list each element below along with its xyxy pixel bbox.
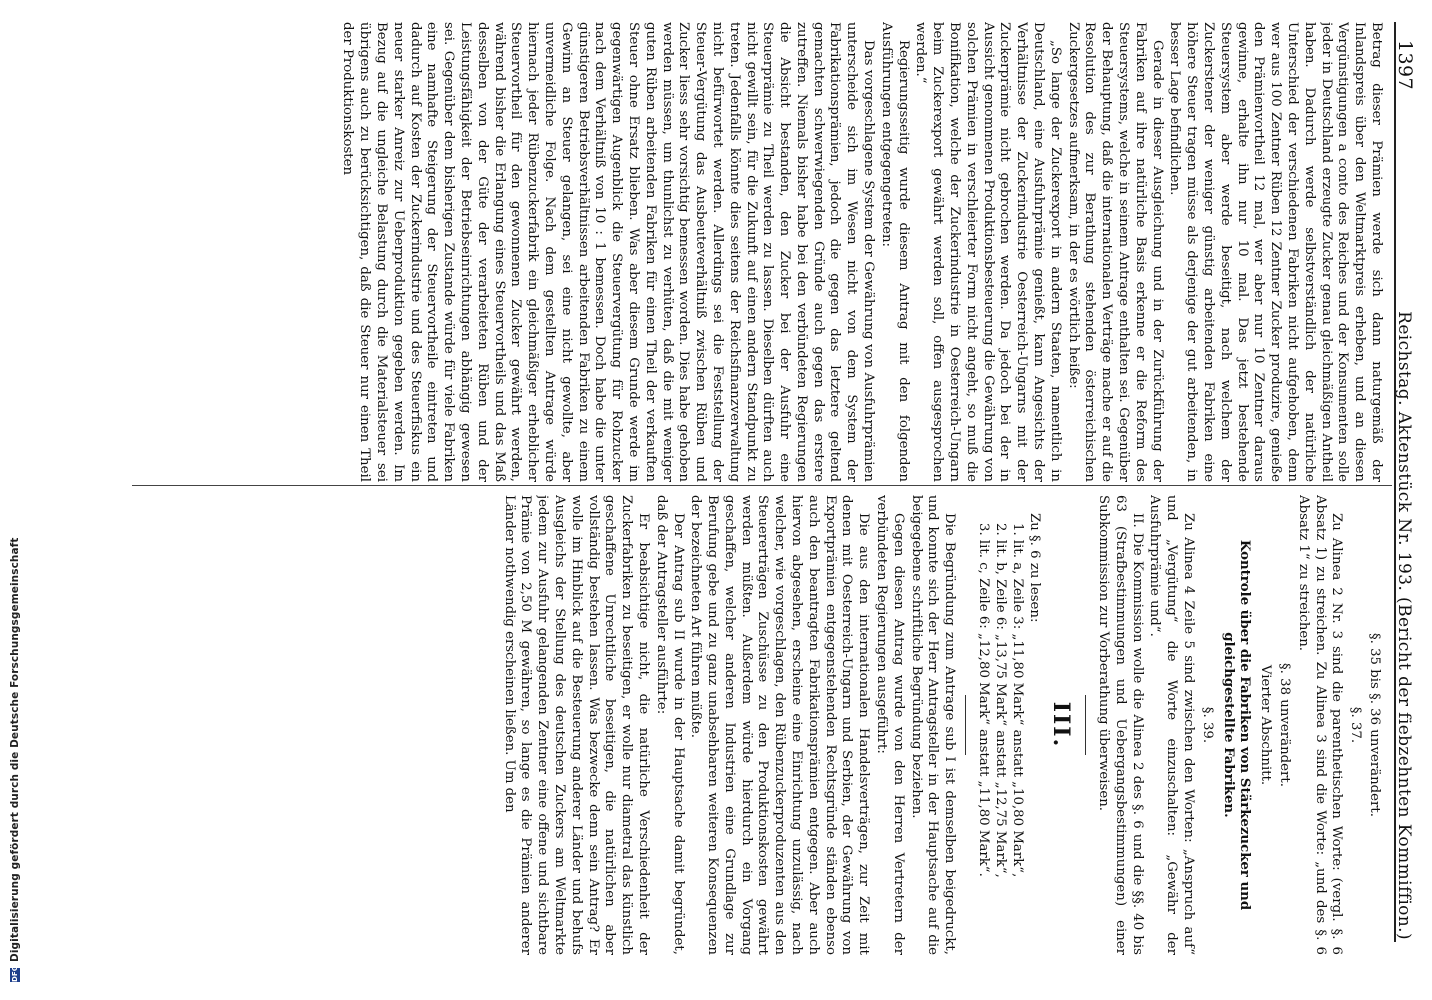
paragraph: Er beabsichtige nicht, die natürliche Verschiedenheit der Zuckerfabriken zu beseitigen, er wolle nur diametral das künstlich geschaffene Unrechtliche beseitigen, die natürlichen aber vollständig bestehen lassen. Was bezwecke denn sein Antrag? Er wolle im Hinblick auf die Besteuerung anderer Länder und behufs Ausgleichs der Stellung des deutschen Zuckers am Weltmarkte jedem zur Ausfuhr gelangenden Zentner eine offene und sichtbare Prämie von 2,50 M gewähren, so lange es die Prämien anderer Länder nothwendig erscheinen ließen. Um den bbox=[501, 495, 651, 955]
section-line: §. 35 bis §. 36 unverändert. bbox=[1367, 633, 1382, 817]
quote-paragraph: „So lange der Zuckerexport in andern Staaten, namentlich in Deutschland, eine Ausfuhrprämie genießt, kann Angesichts der Verhältnisse der Zuckerindustrie Oesterreich-Ungarns mit der Zuckerprämie nicht gebrochen werden. Da jedoch bei der in Aussicht genommenen Produktionsbesteuerung die Gewährung von solchen Prämien in verschleierter Form nicht angeht, so muß die Bonifikation, welche der Zuckerindustrie in Oesterreich-Ungarn beim Zuckerexport gewährt werden soll, offen ausgesprochen werden.“ bbox=[913, 22, 1063, 482]
left-column bbox=[134, 22, 1384, 482]
list-item: 1. lit. a, Zeile 3: „11,80 Mark“ anstatt „10,80 Mark“, bbox=[1009, 523, 1025, 878]
page-number: 1397 bbox=[1394, 40, 1416, 90]
section-number: §. 37. bbox=[1348, 706, 1364, 744]
right-column bbox=[134, 495, 1384, 955]
paragraph: Gegen diesen Antrag wurde von den Herren Vertretern der verbündeten Regierungen ausgeführt: bbox=[874, 495, 906, 955]
rotated-page bbox=[112, 0, 1432, 1000]
paragraph: Gerade in dieser Ausgleichung und in der Zurückführung der Fabriken auf ihre natürliche Basis erkenne er die Reform des Steuersystems, welche in seinem Antrage enthalten sei. Gegenüber der Behauptung, daß die internationalen Verträge mache er auf die Resolution des zur Berathung stehenden österreichischen Zuckergesetzes aufmerksam, in der es wörtlich heiße: bbox=[1065, 22, 1165, 482]
section-title: Vierter Abschnitt. bbox=[1258, 664, 1274, 786]
running-title: Reichstag. Aktenstück Nr. 193. (Bericht der fiebzehnten Kommiffion.) bbox=[1394, 311, 1414, 940]
paragraph: II. Die Kommission wolle die Alinea 2 des §. 6 und die §§. 40 bis 63 (Strafbestimmungen und Uebergangsbestimmungen) einer Subkommission zur Vorberathung überweisen. bbox=[1096, 495, 1145, 955]
section-number: §. 39. bbox=[1199, 706, 1215, 744]
digitization-notice bbox=[5, 12, 25, 982]
roman-heading: III. bbox=[1048, 701, 1075, 749]
column-divider bbox=[132, 485, 1392, 486]
paragraph: Zu Alinea 4 Zeile 5 sind zwischen den Worten: „Anspruch auf“ und „Vergütung“ die Worte einzuschalten: „Gewähr der Ausfuhrprämie und“. bbox=[1147, 495, 1197, 955]
list-item: 2. lit. b, Zeile 6: „13,75 Mark“ anstatt „12,75 Mark“, bbox=[992, 523, 1008, 878]
paragraph: Regierungsseitig wurde diesem Antrag mit den folgenden Ausführungen entgegengetreten: bbox=[878, 22, 911, 482]
digitization-notice-text: Digitalisierung gefördert durch die Deutsche Forschungsgemeinschaft bbox=[9, 537, 21, 962]
digitization-strip bbox=[0, 0, 24, 1000]
section-heading: Kontrole über die Fabriken von Stärkezucker und gleichgestellte Fabriken. bbox=[1220, 539, 1253, 911]
paragraph: Zu Alinea 2 Nr. 3 sind die parenthetischen Worte: (vergl. §. 6 Absatz 1) zu streichen. Zu Alinea 3 sind die Worte: „und des §. 6 Absatz 1“ zu streichen. bbox=[1295, 495, 1345, 955]
short-rule bbox=[1085, 695, 1086, 755]
paragraph: Der Antrag sub II wurde in der Hauptsache damit begründet, daß der Antragsteller ausführte: bbox=[653, 495, 686, 955]
section-line: §. 38 unverändert. bbox=[1277, 663, 1293, 787]
page-header bbox=[1394, 40, 1432, 940]
paragraph: Das vorgeschlagene System der Gewährung von Ausfuhrprämien unterscheide sich im Wesen nicht von dem System der Fabrikationsprämien, jedoch die gegen das letztere geltend gemachten schwerwiegenden Gründe auch gegen das erstere zutreffen. Niemals bisher habe bei den verbündeten Regierungen die Absicht bestanden, den Zucker bei der Ausfuhr eine Steuerprämie zu Theil werden zu lassen. Dieselben dürften auch nicht gewillt sein, für die Zukunft auf einen andern Standpunkt zu treten. Jedenfalls könnte dies seitens der Reichsfinanzverwaltung nicht befürwortet werden. Allerdings sei die Feststellung der Steuer-Vergütung das Ausbeuteverhältniß zwischen Rüben und Zucker liess sehr vorsichtig bemessen worden. Dies habe gehoben werden müssen, um thunlichst zu verhüten, daß die mit weniger guten Rüben arbeitenden Fabriken für einen Theil der verkauften Steuer ohne Ersatz blieben. Was aber diesem Grunde werde im gegenwärtigen Augenblick die Steuervergütung für Rohzucker nach dem Verhältniß von 10 : 1 bemessen. Doch habe die unter günstigeren Betriebsverhältnissen arbeitenden Fabriken zu einem Gewinn an Steuer gelangen, sei eine nicht gewollte, aber unvermeidliche Folge. Nach dem gestellten Antrage würde hiernach jeder Rübenzuckerfabrik ein gleichmäßiger erheblicher Steuervortheil für den gewonnenen Zucker gewährt werden, während bisher die Erlangung eines Steuervortheils und das Maß desselben von der Güte der verarbeiteten Rüben und der Leistungsfähigkeit der Betriebseinrichtungen abhängig gewesen sei. Gegenüber dem bisherigen Zustande würde für viele Fabriken eine namhafte Steigerung der Steuervortheile eintreten und dadurch auf Kosten der Zuckerindustrie und des Steuerfiskus ein neuer starker Anreiz zur Ueberproduktion gegeben werden. Im Bezug auf die ungleiche Belastung durch die Materialsteuer sei übrigens auch zu berücksichtigen, daß die Steuer nur einen Theil der Produktionskosten bbox=[340, 22, 877, 482]
paragraph: Zu §. 6 zu lesen: bbox=[1027, 513, 1043, 623]
header-rule bbox=[1394, 22, 1396, 942]
paragraph: Die Begründung zum Antrage sub I ist demselben beigedruckt, und konnte sich der Herr Antragsteller in der Hauptsache auf die beigegebene schriftliche Begründung beziehen. bbox=[908, 495, 958, 955]
short-rule bbox=[965, 695, 966, 755]
dfg-logo: DFG bbox=[11, 965, 19, 982]
list-item: 3. lit. c, Zeile 6: „12,80 Mark“ anstatt „11,80 Mark“. bbox=[976, 523, 992, 877]
paragraph: Betrag dieser Prämien werde sich dann naturgemäß der Inlandspreis über den Weltmarktpreis erheben, und an diesen Vergünstigungen a conto des Reiches und der Konsumenten solle jeder in Deutschland erzeugte Zucker genau gleichmäßigen Antheil haben. Dadurch werde selbstverständlich der natürliche Unterschied der verschiedenen Fabriken nicht aufgehoben, denn wer aus 100 Zentner Rüben 12 Zentner Zucker produzire, genieße den Prämienvortheil 12 mal, wer aber nur 10 Zentner daraus gewinne, erhalte ihn nur 10 mal. Das jetzt bestehende Steuersystem aber werde beseitigt, nach welchem der Zuckerstener der weniger günstig arbeitenden Fabriken eine höhere Steuer tragen müsse als derjenige der gut arbeitenden, in besser Lage befindlichen. bbox=[1167, 22, 1384, 482]
paragraph: Die aus den internationalen Handelsverträgen, zur Zeit mit denen mit Oesterreich-Ungarn und Serbien, der Gewährung von Exportprämien entgegenstehenden Rechtsgründe ständen ebenso auch den beantragten Fabrikationsprämien entgegen. Aber auch hiervon abgesehen, erscheine eine Einrichtung unzulässig, nach welcher, wie vorgeschlagen, den Rübenzuckerproduzenten aus den Steuererträgen Zuschüsse zu den Produktionskosten gewährt werden müßten. Außerdem würde hierdurch ein Vorgang geschaffen, welcher anderen Industrien eine Grundlage zur Berufung gebe und zu ganz unabsehbaren weiteren Konsequenzen der bezeichneten Art führen müßte. bbox=[688, 495, 872, 955]
